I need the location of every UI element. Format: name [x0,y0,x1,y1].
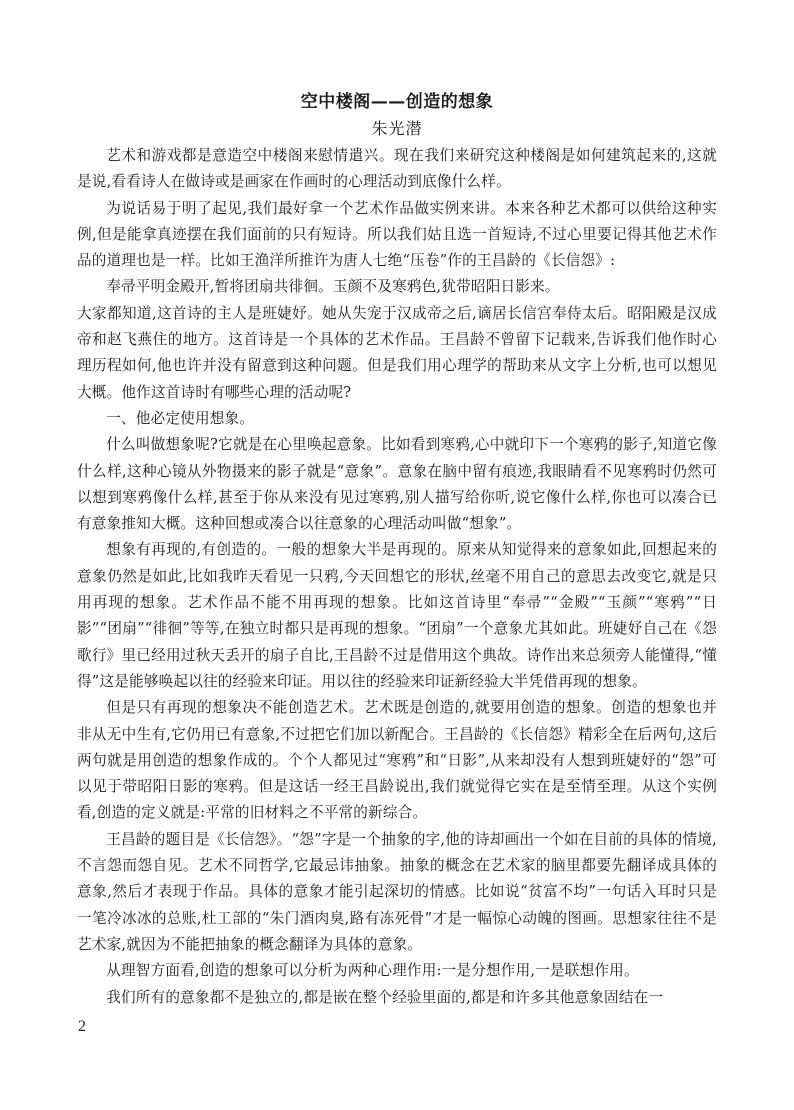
article-body [77,143,717,1011]
paragraph-3: 大家都知道,这首诗的主人是班婕妤。她从失宠于汉成帝之后,谪居长信宫奉侍太后。昭阳殿是汉成帝和赵飞燕住的地方。这首诗是一个具体的艺术作品。王昌龄不曾留下记载来,告诉我们他作时心理历程如何,他也许并没有留意到这种问题。但是我们用心理学的帮助来从文字上分析,也可以想见大概。他作这首诗时有哪些心理的活动呢? [77,304,717,401]
page-title: 空中楼阁——创造的想象 [300,92,494,112]
paragraph-8: 从理智方面看,创造的想象可以分析为两种心理作用:一是分想作用,一是联想作用。 [106,962,639,980]
paragraph-1: 艺术和游戏都是意造空中楼阁来慰情遣兴。现在我们来研究这种楼阁是如何建筑起来的,这就是说,看看诗人在做诗或是画家在作画时的心理活动到底像什么样。 [77,147,717,191]
paragraph-7: 王昌龄的题目是《长信怨》。“怨”字是一个抽象的字,他的诗却画出一个如在目前的具体的情境,不言怨而怨自见。艺术不同哲学,它最忌讳抽象。抽象的概念在艺术家的脑里都要先翻译成具体的意象,然后才表现于作品。具体的意象才能引起深切的情感。比如说“贫富不均”一句话入耳时只是一笔冷冰冰的总账,杜工部的“朱门酒肉臭,路有冻死骨”才是一幅惊心动魄的图画。思想家往往不是艺术家,就因为不能把抽象的概念翻译为具体的意象。 [77,830,717,953]
paragraph-5: 想象有再现的,有创造的。一般的想象大半是再现的。原来从知觉得来的意象如此,回想起来的意象仍然是如此,比如我昨天看见一只鸦,今天回想它的形状,丝毫不用自己的意思去改变它,就是只用再现的想象。艺术作品不能不用再现的想象。比如这首诗里“奉帚”“金殿”“玉颜”“寒鸦”“日影”“团扇”“徘徊”等等,在独立时都只是再现的想象。“团扇”一个意象尤其如此。班婕妤自己在《怨歌行》里已经用过秋天丢开的扇子自比,王昌龄不过是借用这个典故。诗作出来总须旁人能懂得,“懂得”这是能够唤起以往的经验来印证。用以往的经验来印证新经验大半凭借再现的想象。 [77,541,717,690]
paragraph-6: 但是只有再现的想象决不能创造艺术。艺术既是创造的,就要用创造的想象。创造的想象也并非从无中生有,它仍用已有意象,不过把它们加以新配合。王昌龄的《长信怨》精彩全在后两句,这后两句就是用创造的想象作成的。个个人都见过“寒鸦”和“日影”,从来却没有人想到班婕妤的“怨”可以见于带昭阳日影的寒鸦。但是这话一经王昌龄说出,我们就觉得它实在是至情至理。从这个实例看,创造的定义就是:平常的旧材料之不平常的新综合。 [77,699,717,822]
section-heading-1: 一、他必定使用想象。 [106,409,255,427]
poem-quote: 奉帚平明金殿开,暂将团扇共徘徊。玉颜不及寒鸦色,犹带昭阳日影来。 [106,278,560,296]
paragraph-2: 为说话易于明了起见,我们最好拿一个艺术作品做实例来讲。本来各种艺术都可以供给这种实例,但是能拿真迹摆在我们面前的只有短诗。所以我们姑且选一首短诗,不过心里要记得其他艺术作品的道理也是一样。比如王渔洋所推许为唐人七绝“压卷”作的王昌龄的《长信怨》: [77,199,717,270]
paragraph-9: 我们所有的意象都不是独立的,都是嵌在整个经验里面的,都是和许多其他意象固结在一 [106,988,664,1006]
page-number: 2 [78,1018,86,1035]
author-name: 朱光潜 [371,119,423,138]
paragraph-4: 什么叫做想象呢?它就是在心里唤起意象。比如看到寒鸦,心中就印下一个寒鸦的影子,知道它像什么样,这种心镜从外物摄来的影子就是“意象”。意象在脑中留有痕迹,我眼睛看不见寒鸦时仍然可以想到寒鸦像什么样,甚至于你从来没有见过寒鸦,别人描写给你听,说它像什么样,你也可以凑合已有意象推知大概。这种回想或凑合以往意象的心理活动叫做“想象”。 [77,436,717,533]
